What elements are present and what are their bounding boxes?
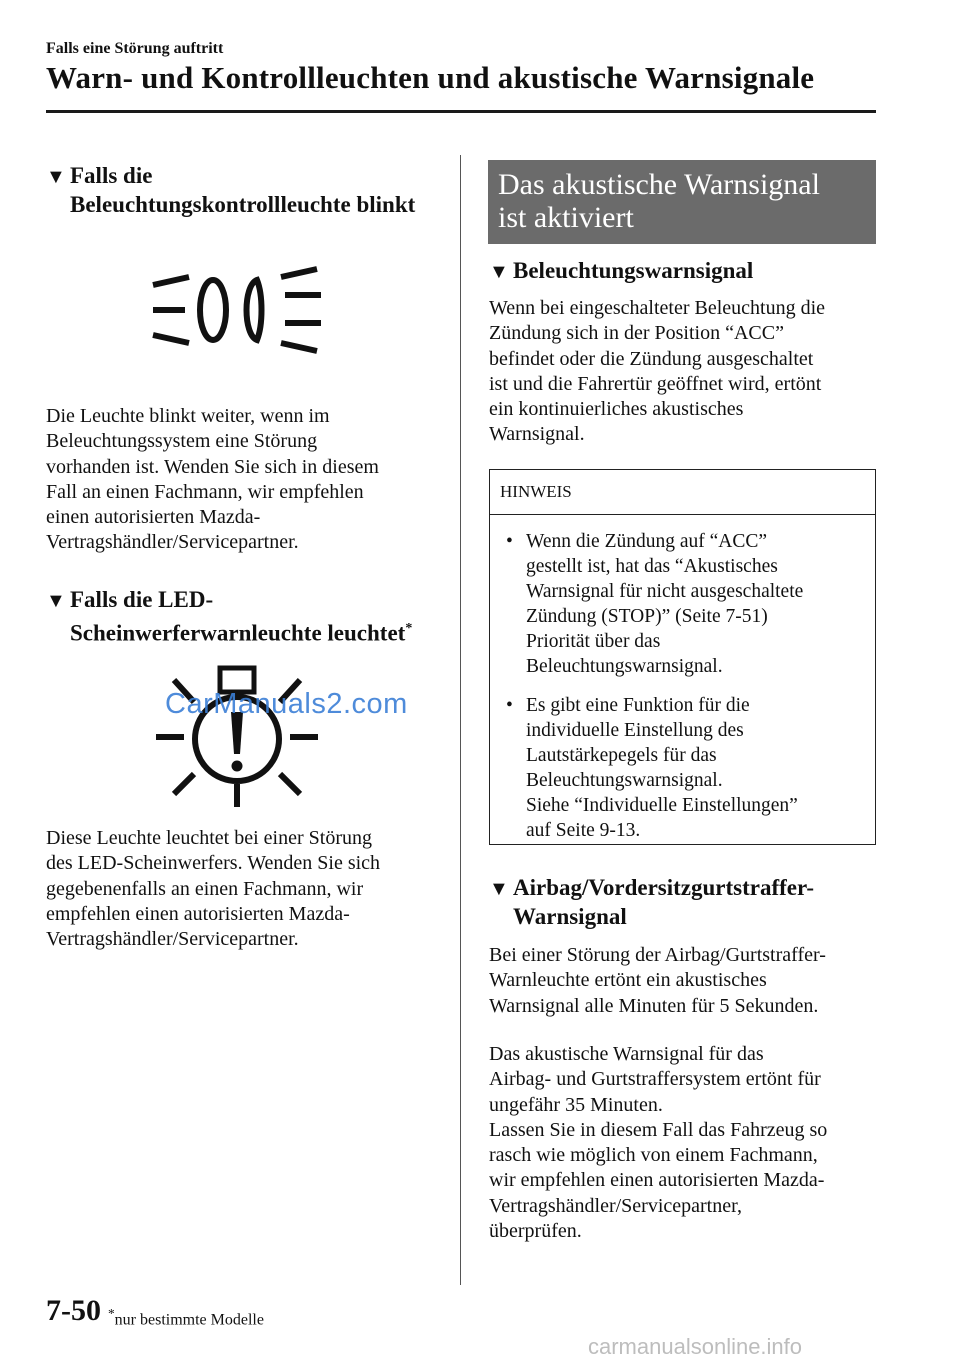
footnote-mark: * <box>108 1306 115 1321</box>
led-headlight-warning-icon <box>152 662 322 812</box>
text-line: überprüfen. <box>489 1220 582 1243</box>
triangle-icon: ▼ <box>489 878 509 900</box>
heading-text-1: Falls die LED- <box>70 587 214 612</box>
page-number: 7-50 <box>46 1294 101 1327</box>
text-line: Airbag- und Gurtstraffersystem ertönt für <box>489 1068 821 1091</box>
bullet-icon: • <box>506 695 513 716</box>
watermark: CarManuals2.com <box>165 688 408 720</box>
paragraph-led <box>46 826 456 952</box>
triangle-icon: ▼ <box>489 261 509 283</box>
heading-text-2: Warnsignal <box>513 904 627 929</box>
footnote <box>108 1306 264 1329</box>
column-divider <box>460 155 461 1285</box>
paragraph-lighting-warning <box>489 296 884 448</box>
text-line: Wenn bei eingeschalteter Beleuchtung die <box>489 297 826 319</box>
section-label: Falls eine Störung auftritt <box>46 40 224 57</box>
text-line: Bei einer Störung der Airbag/Gurtstraffer- <box>489 944 826 966</box>
text-line: ein kontinuierliches akustisches <box>489 398 744 421</box>
text-line: Vertragshändler/Servicepartner. <box>46 531 299 554</box>
note-title: HINWEIS <box>500 482 572 501</box>
text-line: Vertragshändler/Servicepartner. <box>46 928 299 951</box>
text-line: Fall an einen Fachmann, wir empfehlen <box>46 480 364 503</box>
text-line: ungefähr 35 Minuten. <box>489 1093 663 1116</box>
text-line: Warnsignal alle Minuten für 5 Sekunden. <box>489 994 819 1017</box>
heading-text-1: Airbag/Vordersitzgurtstraffer- <box>513 875 815 900</box>
note-item-text: Wenn die Zündung auf “ACC” gestellt ist, hat das “Akustisches Warnsignal für nicht ausgeschaltete Zündung (STOP)” (Seite 7-51) Priorität über das Beleuchtungswarnsignal. <box>526 531 804 677</box>
heading-text-2: Beleuchtungskontrollleuchte blinkt <box>70 192 416 217</box>
triangle-icon: ▼ <box>46 166 66 188</box>
note-item <box>490 529 875 679</box>
source-watermark: carmanualsonline.info <box>588 1334 803 1359</box>
triangle-icon: ▼ <box>46 590 66 612</box>
text-line: Das akustische Warnsignal für das <box>489 1043 764 1065</box>
text-line: empfehlen einen autorisierten Mazda- <box>46 902 350 925</box>
heading-lighting-warning <box>489 257 879 286</box>
text-line: Warnsignal. <box>489 423 585 446</box>
paragraph-airbag-2 <box>489 1042 889 1244</box>
heading-airbag-warning <box>489 874 884 931</box>
note-item-text: Es gibt eine Funktion für die individuelle Einstellung des Lautstärkepegels für das Beleuchtungswarnsignal. Siehe “Individuelle Einstellungen” auf Seite 9-13. <box>526 695 798 841</box>
banner-line: ist aktiviert <box>498 201 634 234</box>
heading-led-warning <box>46 586 451 648</box>
banner-line: Das akustische Warnsignal <box>498 168 820 201</box>
text-line: Die Leuchte blinkt weiter, wenn im <box>46 405 330 427</box>
heading-text: Beleuchtungswarnsignal <box>513 258 754 283</box>
footnote-text: nur bestimmte Modelle <box>114 1311 264 1329</box>
section-banner <box>488 160 876 244</box>
text-line: einen autorisierten Mazda- <box>46 506 261 529</box>
text-line: Zündung sich in der Position “ACC” <box>489 322 784 345</box>
text-line: gegebenenfalls an einen Fachmann, wir <box>46 877 364 900</box>
text-line: Warnleuchte ertönt ein akustisches <box>489 969 767 992</box>
heading-headlight-blinks <box>46 162 446 219</box>
chapter-title: Warn- und Kontrollleuchten und akustische Warnsignale <box>46 60 815 95</box>
text-line: Lassen Sie in diesem Fall das Fahrzeug so <box>489 1118 828 1141</box>
text-line: befindet oder die Zündung ausgeschaltet <box>489 347 814 370</box>
text-line: vorhanden ist. Wenden Sie sich in diesem <box>46 455 379 478</box>
text-line: rasch wie möglich von einem Fachmann, <box>489 1144 818 1167</box>
note-box <box>489 469 876 845</box>
text-line: Beleuchtungssystem eine Störung <box>46 430 318 453</box>
header-rule <box>46 110 876 113</box>
text-line: wir empfehlen einen autorisierten Mazda- <box>489 1169 825 1192</box>
note-item <box>490 693 875 843</box>
heading-text-2: Scheinwerferwarnleuchte leuchtet <box>70 620 406 646</box>
text-line: Vertragshändler/Servicepartner, <box>489 1194 742 1217</box>
heading-text-1: Falls die <box>70 163 153 188</box>
text-line: des LED-Scheinwerfers. Wenden Sie sich <box>46 852 381 875</box>
paragraph-headlight <box>46 404 451 556</box>
bullet-icon: • <box>506 531 513 552</box>
text-line: Diese Leuchte leuchtet bei einer Störung <box>46 827 372 849</box>
note-list <box>490 515 875 843</box>
headlight-icon <box>145 265 325 355</box>
footnote-mark: * <box>405 621 413 636</box>
paragraph-airbag-1 <box>489 943 889 1019</box>
text-line: ist und die Fahrertür geöffnet wird, ertönt <box>489 372 822 395</box>
